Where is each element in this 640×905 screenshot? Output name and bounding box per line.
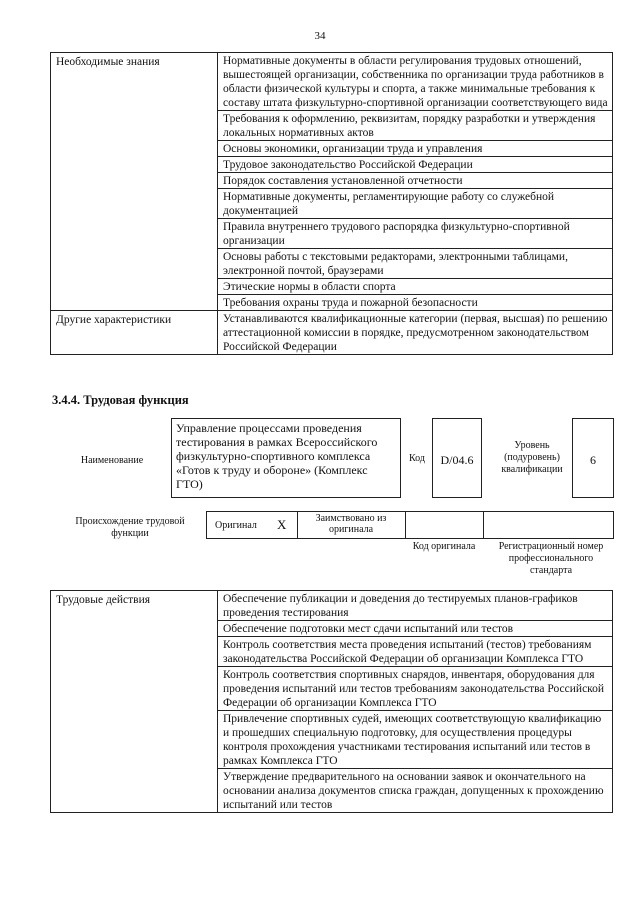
knowledge-table <box>50 52 613 355</box>
other-label: Другие характеристики <box>51 311 218 355</box>
origin-box <box>206 511 614 539</box>
borrowed-label: Заимствовано из оригинала <box>315 513 387 535</box>
original-label: Оригинал <box>215 520 257 531</box>
table-row <box>51 53 613 111</box>
other-text: Устанавливаются квалификационные категории (первая, высшая) по решению аттестационной комиссии в порядке, предусмотренном законодательством Российской Федерации <box>218 311 613 355</box>
level-box <box>572 418 614 498</box>
function-name-box <box>171 418 401 498</box>
borrowed-cell <box>297 512 406 538</box>
table-row <box>51 311 613 355</box>
code-label: Код <box>409 453 425 464</box>
action-item: Обеспечение подготовки мест сдачи испытаний или тестов <box>218 621 613 637</box>
name-label: Наименование <box>80 455 144 466</box>
original-cell <box>207 512 298 538</box>
table-row <box>51 591 613 621</box>
knowledge-item: Правила внутреннего трудового распорядка физкультурно-спортивной организации <box>218 219 613 249</box>
knowledge-item: Основы экономики, организации труда и управления <box>218 141 613 157</box>
knowledge-item: Нормативные документы в области регулирования трудовых отношений, вышестоящей организации, собственника по организации труда работников в области физической культуры и спорта, а также минимальные требования к составу штата физкультурно-спортивной организации соответствующего вида <box>218 53 613 111</box>
level-label: Уровень (подуровень) квалификации <box>501 440 563 475</box>
code-box <box>432 418 482 498</box>
knowledge-item: Порядок составления установленной отчетности <box>218 173 613 189</box>
action-item: Утверждение предварительного на основании заявок и окончательного на основании анализа документов списка граждан, допущенных к прохождению испытаний или тестов <box>218 769 613 813</box>
action-item: Контроль соответствия места проведения испытаний (тестов) требованиям законодательства Российской Федерации об организации Комплекса ГТО <box>218 637 613 667</box>
original-mark: X <box>277 517 287 532</box>
knowledge-label: Необходимые знания <box>51 53 218 311</box>
function-name: Управление процессами проведения тестирования в рамках Всероссийского физкультурно-спортивного комплекса «Готов к труду и обороне» (Комплекс ГТО) <box>176 421 378 491</box>
knowledge-item: Основы работы с текстовыми редакторами, электронными таблицами, электронной почтой, браузерами <box>218 249 613 279</box>
reg-number-caption: Регистрационный номер профессионального стандарта <box>498 541 604 576</box>
section-title: 3.4.4. Трудовая функция <box>52 393 189 407</box>
level-value: 6 <box>590 453 596 467</box>
page-number: 34 <box>314 30 326 42</box>
code-value: D/04.6 <box>440 453 474 467</box>
code-original-caption: Код оригинала <box>412 541 476 552</box>
actions-label: Трудовые действия <box>51 591 218 813</box>
action-item: Привлечение спортивных судей, имеющих соответствующую квалификацию и прошедших специальную подготовку, для осуществления процедуры контроля прохождения участниками тестирования испытаний или тестов в рамках Комплекса ГТО <box>218 711 613 769</box>
knowledge-item: Требования к оформлению, реквизитам, порядку разработки и утверждения локальных нормативных актов <box>218 111 613 141</box>
knowledge-item: Нормативные документы, регламентирующие работу со служебной документацией <box>218 189 613 219</box>
knowledge-item: Трудовое законодательство Российской Федерации <box>218 157 613 173</box>
knowledge-item: Требования охраны труда и пожарной безопасности <box>218 295 613 311</box>
origin-label: Происхождение трудовой функции <box>75 516 185 539</box>
knowledge-item: Этические нормы в области спорта <box>218 279 613 295</box>
action-item: Обеспечение публикации и доведения до тестируемых планов-графиков проведения тестирования <box>218 591 613 621</box>
code-original-cell <box>405 512 484 538</box>
actions-table <box>50 590 613 813</box>
action-item: Контроль соответствия спортивных снарядов, инвентаря, оборудования для проведения испытаний или тестов требованиям законодательства Российской Федерации об организации Комплекса ГТО <box>218 667 613 711</box>
